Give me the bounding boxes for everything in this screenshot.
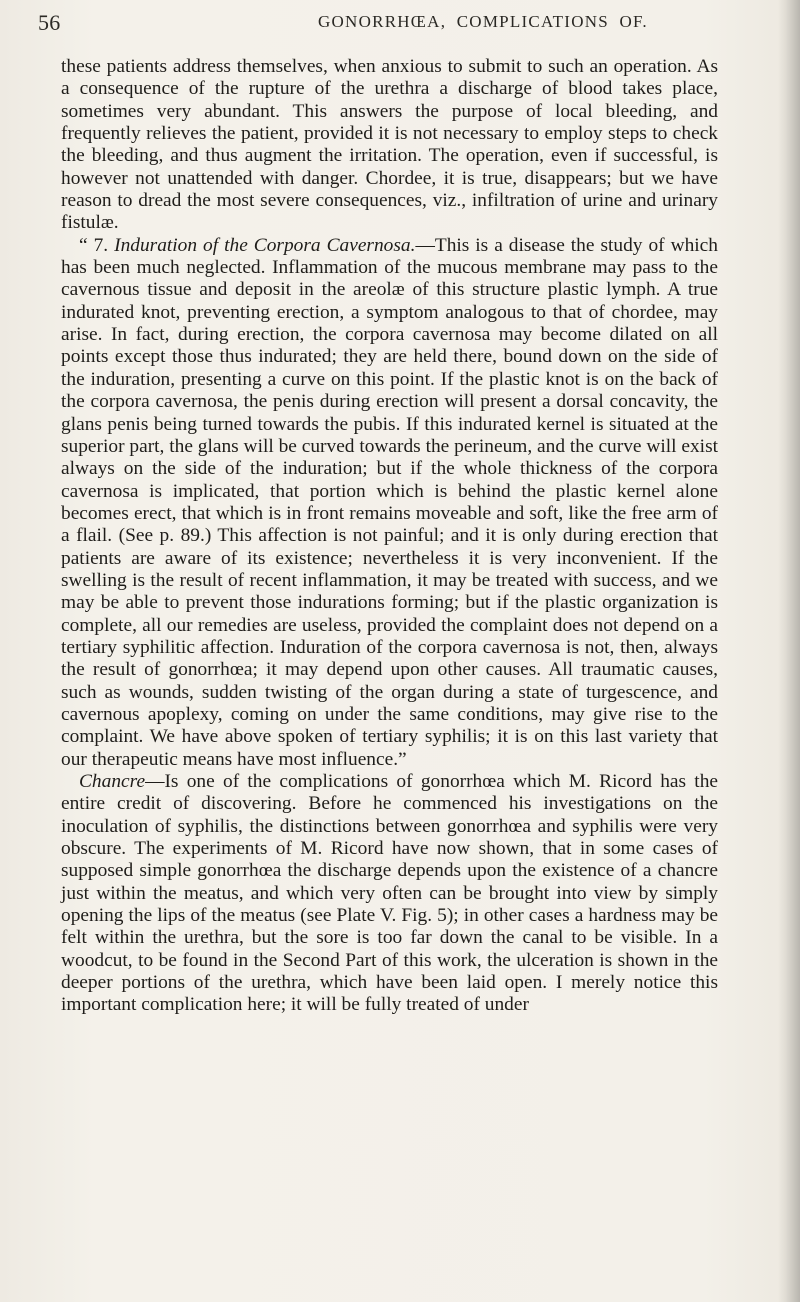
paragraph-2-text: —This is a disease the study of which has been much neglected. Inflammation of the mucous membrane may pass to the cavernous tissue and deposit in the areolæ of this structure plastic lymph. A true indurated knot, preventing erection, a symptom analogous to that of chordee, may arise. In fact, during erection, the corpora cavernosa may become dilated on all points except those thus indurated; they are held there, bound down on the side of the induration, presenting a curve on this point. If the plastic knot is on the back of the corpora cavernosa, the penis during erection will present a dorsal concavity, the glans penis being turned towards the pubis. If this indurated kernel is situated at the superior part, the glans will be curved towards the perineum, and the curve will exist always on the side of the induration; but if the whole thickness of the corpora cavernosa is implicated, that portion which is behind the plastic kernel alone becomes erect, that which is in front remains moveable and soft, like the free arm of a flail. (See p. 89.) This affection is not painful; and it is only during erection that patients are aware of its existence; nevertheless it is very inconvenient. If the swelling is the result of recent inflammation, it may be treated with success, and we may be able to prevent those indurations forming; but if the plastic organization is complete, all our remedies are useless, provided the complaint does not depend on a tertiary syphilitic affection. Induration of the corpora cavernosa is not, then, always the result of gonorrhœa; it may depend upon other causes. All traumatic causes, such as wounds, sudden twisting of the organ during a state of turgescence, and cavernous apoplexy, coming on under the same conditions, may give rise to the complaint. We have above spoken of tertiary syphilis; it is on this last variety that our therapeutic means have most influence.”: [61, 234, 718, 770]
running-head: GONORRHŒA, COMPLICATIONS OF.: [318, 12, 648, 31]
page-edge-shadow: [778, 0, 800, 1302]
paragraph-2-heading: Induration of the Corpora Cavernosa.: [114, 234, 416, 256]
paragraph-1: [61, 56, 718, 235]
paragraph-2-lead: “ 7.: [79, 234, 115, 256]
page-header: [38, 10, 735, 38]
paragraph-3-text: —Is one of the complications of gonorrhœa which M. Ricord has the entire credit of discovering. Before he commenced his investigations on the inoculation of syphilis, the distinctions between gonorrhœa and syphilis were very obscure. The experiments of M. Ricord have now shown, that in some cases of supposed simple gonorrhœa the discharge depends upon the existence of a chancre just within the meatus, and which very often can be brought into view by simply opening the lips of the meatus (see Plate V. Fig. 5); in other cases a hardness may be felt within the urethra, but the sore is too far down the canal to be visible. In a woodcut, to be found in the Second Part of this work, the ulceration is shown in the deeper portions of the urethra, which have been laid open. I merely notice this important complication here; it will be fully treated of under: [61, 771, 718, 1016]
body-text: [61, 56, 718, 1017]
paragraph-3-heading: Chancre: [79, 771, 146, 792]
paragraph-2: [61, 235, 718, 771]
page-number: 56: [38, 10, 61, 35]
paragraph-1-text: these patients address themselves, when anxious to submit to such an operation. As a consequence of the rupture of the urethra a discharge of blood takes place, sometimes very abundant. This answers the purpose of local bleeding, and frequently relieves the patient, provided it is not necessary to employ steps to check the bleeding, and thus augment the irritation. The operation, even if successful, is however not unattended with danger. Chordee, it is true, disappears; but we have reason to dread the most severe consequences, viz., infiltration of urine and urinary fistulæ.: [61, 56, 718, 234]
paragraph-3: [61, 771, 718, 1017]
